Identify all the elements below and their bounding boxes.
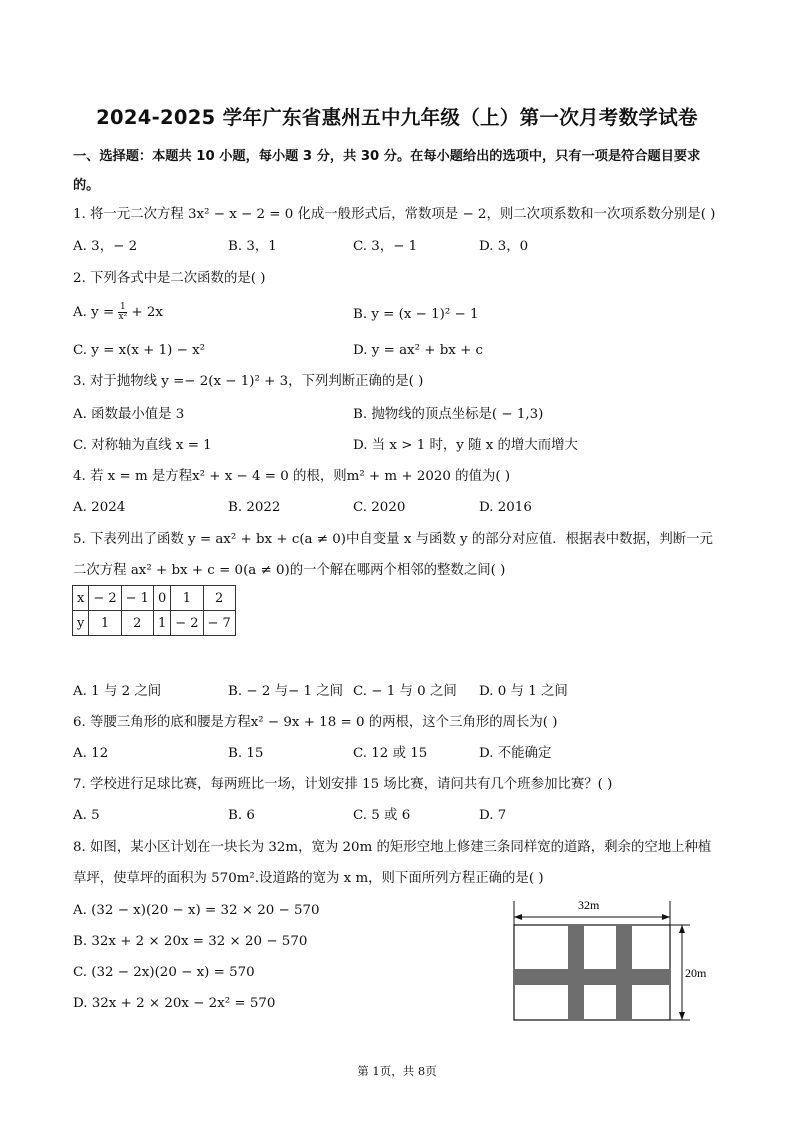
q8-option-d[interactable]: D. 32x + 2 × 20x − 2x² = 570 xyxy=(73,996,276,1011)
q2-option-d[interactable]: D. y = ax² + bx + c xyxy=(353,343,484,358)
arrow-right-icon xyxy=(662,914,670,920)
table-cell: 1 xyxy=(153,611,170,636)
horizontal-road xyxy=(514,969,670,985)
q5-option-a[interactable]: A. 1 与 2 之间 xyxy=(73,684,162,699)
q3-option-a[interactable]: A. 函数最小值是 3 xyxy=(73,407,185,422)
q5-stem-line1: 5. 下表列出了函数 y = ax² + bx + c(a ≠ 0)中自变量 x 与函数 y 的部分对应值．根据表中数据，判断一元 xyxy=(73,532,713,547)
table-cell: − 1 xyxy=(121,586,153,611)
table-cell: 2 xyxy=(121,611,153,636)
arrow-down-icon xyxy=(679,1012,685,1020)
section-heading-cont: 的。 xyxy=(73,178,100,193)
table-cell: x xyxy=(73,586,89,611)
q2-stem: 2. 下列各式中是二次函数的是( ) xyxy=(73,271,266,286)
q6-option-d[interactable]: D. 不能确定 xyxy=(479,746,552,761)
section-heading: 一、选择题：本题共 10 小题，每小题 3 分，共 30 分。在每小题给出的选项中，只有一项是符合题目要求 xyxy=(73,149,701,164)
q5-value-table xyxy=(72,585,236,636)
q6-option-a[interactable]: A. 12 xyxy=(73,746,109,761)
q4-option-b[interactable]: B. 2022 xyxy=(228,500,281,515)
q2-fraction xyxy=(118,303,127,322)
q4-option-d[interactable]: D. 2016 xyxy=(479,500,532,515)
q5-option-d[interactable]: D. 0 与 1 之间 xyxy=(479,684,568,699)
q7-option-d[interactable]: D. 7 xyxy=(479,808,507,823)
q2-fraction-numerator: 1 xyxy=(119,302,126,312)
table-cell: − 2 xyxy=(89,586,121,611)
q7-option-a[interactable]: A. 5 xyxy=(73,808,100,823)
q3-option-b[interactable]: B. 抛物线的顶点坐标是( − 1,3) xyxy=(353,407,544,422)
q4-option-c[interactable]: C. 2020 xyxy=(353,500,406,515)
q8-road-figure xyxy=(500,895,720,1030)
length-label: 32m xyxy=(578,898,600,912)
q7-option-b[interactable]: B. 6 xyxy=(228,808,255,823)
q1-option-a[interactable]: A. 3，− 2 xyxy=(73,239,138,254)
q2-fraction-denominator: x² xyxy=(118,312,128,322)
q4-stem: 4. 若 x = m 是方程x² + x − 4 = 0 的根，则m² + m + 2020 的值为( ) xyxy=(73,469,511,484)
arrow-up-icon xyxy=(679,925,685,933)
table-cell: − 7 xyxy=(203,611,235,636)
table-row-y xyxy=(73,611,236,636)
q2-option-b[interactable]: B. y = (x − 1)² − 1 xyxy=(353,307,479,322)
q2-option-a-prefix: A. y = xyxy=(73,305,119,320)
q7-stem: 7. 学校进行足球比赛，每两班比一场，计划安排 15 场比赛，请问共有几个班参加比赛？( ) xyxy=(73,777,613,792)
table-cell: y xyxy=(73,611,89,636)
q8-option-a[interactable]: A. (32 − x)(20 − x) = 32 × 20 − 570 xyxy=(73,903,320,918)
q3-stem: 3. 对于抛物线 y =− 2(x − 1)² + 3，下列判断正确的是( ) xyxy=(73,374,424,389)
q6-option-c[interactable]: C. 12 或 15 xyxy=(353,746,428,761)
q1-option-d[interactable]: D. 3，0 xyxy=(479,239,529,254)
table-cell: − 2 xyxy=(171,611,203,636)
q4-option-a[interactable]: A. 2024 xyxy=(73,500,126,515)
arrow-left-icon xyxy=(514,914,522,920)
q2-option-a[interactable] xyxy=(73,303,163,322)
table-cell: 2 xyxy=(203,586,235,611)
q6-stem: 6. 等腰三角形的底和腰是方程x² − 9x + 18 = 0 的两根，这个三角形的周长为( ) xyxy=(73,715,558,730)
q5-option-c[interactable]: C. − 1 与 0 之间 xyxy=(353,684,457,699)
q2-option-a-suffix: + 2x xyxy=(127,305,163,320)
q1-option-b[interactable]: B. 3，1 xyxy=(228,239,277,254)
q7-option-c[interactable]: C. 5 或 6 xyxy=(353,808,411,823)
table-cell: 1 xyxy=(89,611,121,636)
q5-stem-line2: 二次方程 ax² + bx + c = 0(a ≠ 0)的一个解在哪两个相邻的整数之间( ) xyxy=(73,563,506,578)
q8-option-b[interactable]: B. 32x + 2 × 20x = 32 × 20 − 570 xyxy=(73,934,308,949)
q5-option-b[interactable]: B. − 2 与− 1 之间 xyxy=(228,684,344,699)
q1-stem: 1. 将一元二次方程 3x² − x − 2 = 0 化成一般形式后，常数项是 − 2，则二次项系数和一次项系数分别是( ) xyxy=(73,207,716,222)
width-label: 20m xyxy=(685,966,707,980)
q8-option-c[interactable]: C. (32 − 2x)(20 − x) = 570 xyxy=(73,965,255,980)
table-row-x xyxy=(73,586,236,611)
page-footer: 第 1页，共 8页 xyxy=(357,1064,437,1078)
q3-option-c[interactable]: C. 对称轴为直线 x = 1 xyxy=(73,438,212,453)
q2-option-c[interactable]: C. y = x(x + 1) − x² xyxy=(73,343,206,358)
page-title: 2024-2025 学年广东省惠州五中九年级（上）第一次月考数学试卷 xyxy=(96,106,698,129)
table-cell: 0 xyxy=(153,586,170,611)
q8-stem-line1: 8. 如图，某小区计划在一块长为 32m，宽为 20m 的矩形空地上修建三条同样宽的道路，剩余的空地上种植 xyxy=(73,840,712,855)
q6-option-b[interactable]: B. 15 xyxy=(228,746,264,761)
q8-stem-line2: 草坪，使草坪的面积为 570m².设道路的宽为 x m，则下面所列方程正确的是( ) xyxy=(73,871,544,886)
q3-option-d[interactable]: D. 当 x > 1 时，y 随 x 的增大而增大 xyxy=(353,438,578,453)
q1-option-c[interactable]: C. 3，− 1 xyxy=(353,239,418,254)
table-cell: 1 xyxy=(171,586,203,611)
